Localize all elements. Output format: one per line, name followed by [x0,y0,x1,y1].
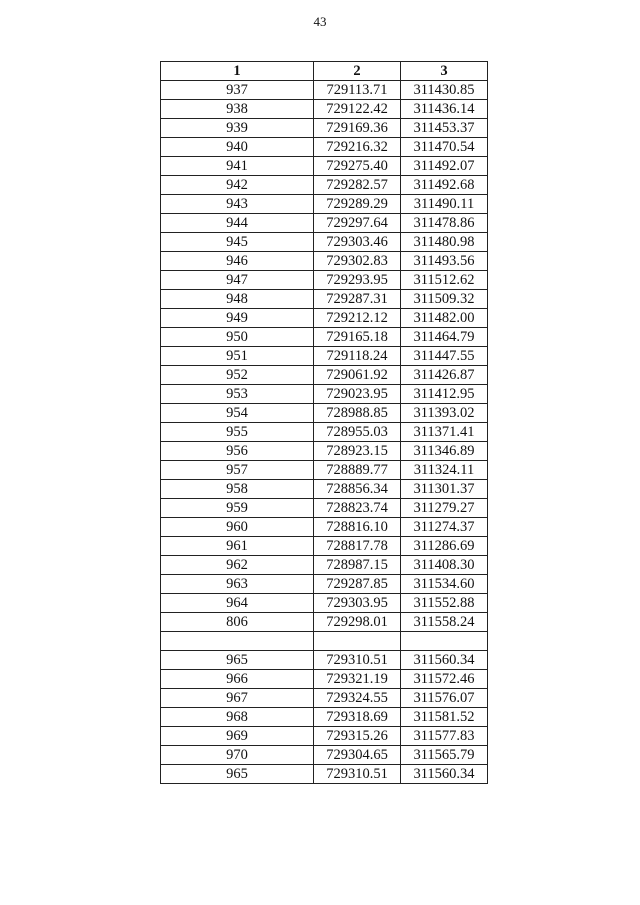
cell-x-coordinate: 728923.15 [314,442,401,461]
cell-y-coordinate: 311482.00 [401,309,488,328]
cell-point-number: 939 [161,119,314,138]
cell-point-number: 949 [161,309,314,328]
cell-x-coordinate: 728987.15 [314,556,401,575]
cell-x-coordinate: 729297.64 [314,214,401,233]
cell-x-coordinate: 729169.36 [314,119,401,138]
cell-y-coordinate: 311552.88 [401,594,488,613]
cell-x-coordinate: 728816.10 [314,518,401,537]
cell-y-coordinate: 311490.11 [401,195,488,214]
cell-y-coordinate: 311393.02 [401,404,488,423]
table-row [161,764,488,783]
cell-y-coordinate: 311509.32 [401,290,488,309]
table-row [161,518,488,537]
table-row [161,347,488,366]
cell-point-number: 950 [161,328,314,347]
table-row [161,499,488,518]
table-row [161,328,488,347]
table-row [161,309,488,328]
cell-point-number: 942 [161,176,314,195]
table-row [161,575,488,594]
coordinates-table [160,61,488,784]
cell-y-coordinate: 311464.79 [401,328,488,347]
cell-point-number: 968 [161,707,314,726]
cell-x-coordinate: 729122.42 [314,100,401,119]
cell-y-coordinate: 311274.37 [401,518,488,537]
cell-y-coordinate: 311558.24 [401,613,488,632]
cell-y-coordinate: 311371.41 [401,423,488,442]
cell-y-coordinate: 311279.27 [401,499,488,518]
cell-x-coordinate: 729303.46 [314,233,401,252]
table-row [161,726,488,745]
cell-x-coordinate: 729216.32 [314,138,401,157]
table-row [161,138,488,157]
cell-point-number: 965 [161,650,314,669]
cell-x-coordinate: 729212.12 [314,309,401,328]
cell-x-coordinate: 729304.65 [314,745,401,764]
cell-x-coordinate: 729321.19 [314,669,401,688]
table-row [161,290,488,309]
cell-x-coordinate: 729287.85 [314,575,401,594]
table-row [161,613,488,632]
table-row [161,119,488,138]
cell-y-coordinate: 311512.62 [401,271,488,290]
cell-y-coordinate: 311301.37 [401,480,488,499]
cell-y-coordinate: 311581.52 [401,707,488,726]
cell-point-number: 955 [161,423,314,442]
table-row [161,157,488,176]
table-row [161,252,488,271]
table-header-row [161,62,488,81]
table-row [161,480,488,499]
cell-point-number: 944 [161,214,314,233]
cell-x-coordinate: 729303.95 [314,594,401,613]
cell-y-coordinate: 311430.85 [401,81,488,100]
cell-x-coordinate: 729113.71 [314,81,401,100]
cell-y-coordinate: 311560.34 [401,650,488,669]
cell-point-number: 969 [161,726,314,745]
cell-y-coordinate: 311492.07 [401,157,488,176]
cell-point-number: 964 [161,594,314,613]
cell-y-coordinate: 311565.79 [401,745,488,764]
cell-x-coordinate: 729302.83 [314,252,401,271]
cell-point-number: 946 [161,252,314,271]
cell-y-coordinate: 311480.98 [401,233,488,252]
cell-y-coordinate: 311453.37 [401,119,488,138]
table-row [161,442,488,461]
cell-y-coordinate: 311492.68 [401,176,488,195]
cell-y-coordinate: 311346.89 [401,442,488,461]
cell-x-coordinate: 729165.18 [314,328,401,347]
column-header-point: 1 [161,62,314,81]
cell-point-number: 806 [161,613,314,632]
cell-point-number: 937 [161,81,314,100]
cell-point-number: 958 [161,480,314,499]
cell-point-number: 966 [161,669,314,688]
cell-y-coordinate: 311577.83 [401,726,488,745]
cell-y-coordinate: 311436.14 [401,100,488,119]
table-row [161,176,488,195]
cell-point-number: 954 [161,404,314,423]
table-row [161,669,488,688]
cell-point-number: 947 [161,271,314,290]
cell-y-coordinate: 311470.54 [401,138,488,157]
cell-y-coordinate: 311572.46 [401,669,488,688]
cell-y-coordinate: 311412.95 [401,385,488,404]
table-row [161,100,488,119]
cell-y-coordinate: 311478.86 [401,214,488,233]
cell-x-coordinate: 729324.55 [314,688,401,707]
table-row [161,423,488,442]
table-row [161,404,488,423]
cell-point-number: 967 [161,688,314,707]
cell-point-number: 956 [161,442,314,461]
cell-y-coordinate: 311426.87 [401,366,488,385]
cell-point-number: 941 [161,157,314,176]
cell-x-coordinate: 729310.51 [314,764,401,783]
cell-x-coordinate: 729118.24 [314,347,401,366]
cell-point-number: 951 [161,347,314,366]
cell-point-number: 953 [161,385,314,404]
cell-x-coordinate: 728988.85 [314,404,401,423]
table-row [161,81,488,100]
cell-y-coordinate: 311408.30 [401,556,488,575]
cell-point-number: 938 [161,100,314,119]
cell-point-number: 965 [161,764,314,783]
cell-x-coordinate [314,632,401,651]
cell-point-number: 960 [161,518,314,537]
cell-x-coordinate: 728955.03 [314,423,401,442]
cell-x-coordinate: 729282.57 [314,176,401,195]
cell-point-number: 963 [161,575,314,594]
cell-point-number: 945 [161,233,314,252]
cell-y-coordinate: 311286.69 [401,537,488,556]
table-row [161,537,488,556]
cell-y-coordinate [401,632,488,651]
page-number: 43 [313,14,327,29]
table-row [161,214,488,233]
table-row [161,688,488,707]
table-row [161,556,488,575]
cell-point-number: 961 [161,537,314,556]
cell-point-number: 957 [161,461,314,480]
cell-x-coordinate: 729298.01 [314,613,401,632]
cell-x-coordinate: 729275.40 [314,157,401,176]
table-row [161,271,488,290]
cell-x-coordinate: 729289.29 [314,195,401,214]
cell-x-coordinate: 729318.69 [314,707,401,726]
cell-x-coordinate: 728817.78 [314,537,401,556]
cell-point-number [161,632,314,651]
table-row [161,233,488,252]
cell-point-number: 948 [161,290,314,309]
table-row [161,366,488,385]
cell-x-coordinate: 728823.74 [314,499,401,518]
column-header-y: 3 [401,62,488,81]
table-row [161,745,488,764]
table-row [161,594,488,613]
table-row [161,195,488,214]
cell-point-number: 943 [161,195,314,214]
table-row [161,632,488,651]
cell-x-coordinate: 729315.26 [314,726,401,745]
cell-point-number: 959 [161,499,314,518]
table-row [161,707,488,726]
table-row [161,461,488,480]
cell-y-coordinate: 311560.34 [401,764,488,783]
cell-x-coordinate: 729023.95 [314,385,401,404]
cell-y-coordinate: 311324.11 [401,461,488,480]
cell-x-coordinate: 729310.51 [314,650,401,669]
cell-point-number: 970 [161,745,314,764]
cell-point-number: 962 [161,556,314,575]
cell-point-number: 952 [161,366,314,385]
table-row [161,385,488,404]
cell-y-coordinate: 311493.56 [401,252,488,271]
cell-y-coordinate: 311447.55 [401,347,488,366]
cell-x-coordinate: 728856.34 [314,480,401,499]
cell-x-coordinate: 729293.95 [314,271,401,290]
cell-x-coordinate: 729287.31 [314,290,401,309]
column-header-x: 2 [314,62,401,81]
cell-x-coordinate: 728889.77 [314,461,401,480]
table-row [161,650,488,669]
cell-x-coordinate: 729061.92 [314,366,401,385]
cell-point-number: 940 [161,138,314,157]
cell-y-coordinate: 311576.07 [401,688,488,707]
cell-y-coordinate: 311534.60 [401,575,488,594]
